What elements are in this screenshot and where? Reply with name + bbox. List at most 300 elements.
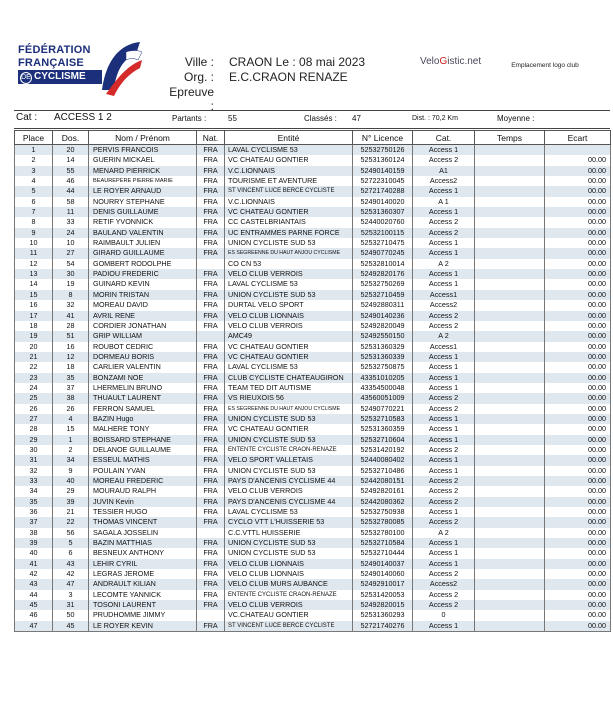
cell-dossard: 2	[53, 445, 89, 455]
table-row	[15, 342, 611, 352]
cell-dossard: 46	[53, 176, 89, 186]
cell-place: 15	[15, 290, 53, 300]
cell-entite: TEAM TED DIT AUTISME	[225, 383, 353, 393]
cell-name: PERVIS FRANCOIS	[89, 145, 197, 156]
cell-temps	[475, 590, 545, 600]
table-row	[15, 373, 611, 383]
cell-temps	[475, 414, 545, 424]
cell-cat: Access 1	[413, 238, 475, 248]
cell-name: LE ROYER KEVIN	[89, 621, 197, 632]
cell-ecart: 00.00	[545, 207, 611, 217]
cell-dossard: 45	[53, 621, 89, 632]
table-row	[15, 548, 611, 558]
cell-licence: 52532710459	[353, 290, 413, 300]
cell-nat: FRA	[197, 507, 225, 517]
cell-name: GOMBERT RODOLPHE	[89, 259, 197, 269]
cell-nat: FRA	[197, 269, 225, 279]
cell-licence: 52531360307	[353, 207, 413, 217]
cell-ecart: 00.00	[545, 155, 611, 165]
cell-entite: VC.CHATEAU GONTIER	[225, 610, 353, 620]
cell-place: 40	[15, 548, 53, 558]
table-row	[15, 559, 611, 569]
cell-ecart: 00.00	[545, 279, 611, 289]
cell-cat: Access 2	[413, 404, 475, 414]
cell-place: 11	[15, 248, 53, 258]
cell-dossard: 10	[53, 238, 89, 248]
cell-licence: 52531360293	[353, 610, 413, 620]
cell-cat: Access2	[413, 579, 475, 589]
cell-dossard: 21	[53, 507, 89, 517]
cell-entite: AMC49	[225, 331, 353, 341]
cell-place: 46	[15, 610, 53, 620]
cell-ecart: 00.00	[545, 621, 611, 632]
cell-nat: FRA	[197, 414, 225, 424]
cell-temps	[475, 217, 545, 227]
cell-entite: V.C.LIONNAIS	[225, 166, 353, 176]
cell-dossard: 29	[53, 486, 89, 496]
cell-temps	[475, 569, 545, 579]
cell-ecart: 00.00	[545, 538, 611, 548]
cell-ecart: 00.00	[545, 590, 611, 600]
cell-dossard: 3	[53, 590, 89, 600]
table-row	[15, 331, 611, 341]
cell-licence: 52532100115	[353, 228, 413, 238]
table-row	[15, 621, 611, 632]
cell-licence: 52532710584	[353, 538, 413, 548]
cell-nat: FRA	[197, 445, 225, 455]
cell-nat: FRA	[197, 404, 225, 414]
cell-cat: Access 1	[413, 414, 475, 424]
cell-dossard: 26	[53, 404, 89, 414]
cell-dossard: 31	[53, 600, 89, 610]
table-row	[15, 393, 611, 403]
cell-temps	[475, 362, 545, 372]
logo-line1: FÉDÉRATION	[18, 44, 91, 56]
cell-name: PRUDHOMME JIMMY	[89, 610, 197, 620]
cell-licence: 52532780085	[353, 517, 413, 527]
cell-nat: FRA	[197, 228, 225, 238]
cell-cat: A 2	[413, 331, 475, 341]
cell-name: THUAULT LAURENT	[89, 393, 197, 403]
cell-place: 30	[15, 445, 53, 455]
table-row	[15, 610, 611, 620]
ville-label: Ville :	[184, 55, 214, 69]
cell-dossard: 12	[53, 352, 89, 362]
table-row	[15, 248, 611, 258]
cell-name: ANDRAULT KILIAN	[89, 579, 197, 589]
cell-nat: FRA	[197, 352, 225, 362]
partants-value: 55	[228, 114, 237, 123]
cell-entite: CLUB CYCLISTE CHATEAUGIRON	[225, 373, 353, 383]
cell-dossard: 15	[53, 424, 89, 434]
cat-value: ACCESS 1 2	[54, 112, 112, 123]
cell-temps	[475, 259, 545, 269]
cell-name: RETIF YVONNICK	[89, 217, 197, 227]
cell-name: SAGALA JOSSELIN	[89, 528, 197, 538]
cell-licence: 52721740276	[353, 621, 413, 632]
cell-nat	[197, 610, 225, 620]
moyenne-label: Moyenne :	[497, 114, 535, 123]
cell-temps	[475, 435, 545, 445]
cell-licence: 52531420192	[353, 445, 413, 455]
cell-entite: C.C.VTTL HUISSERIE	[225, 528, 353, 538]
cell-dossard: 50	[53, 610, 89, 620]
cell-ecart: 00.00	[545, 248, 611, 258]
col-dos: Dos.	[53, 131, 89, 145]
cell-nat	[197, 528, 225, 538]
logo-swoosh-icon	[96, 40, 144, 98]
cell-temps	[475, 621, 545, 632]
cell-cat: Access 1	[413, 145, 475, 156]
cell-cat: Access 2	[413, 486, 475, 496]
cell-place: 16	[15, 300, 53, 310]
cell-place: 45	[15, 600, 53, 610]
logo-line2: FRANÇAISE	[18, 57, 84, 69]
cell-name: NOURRY STEPHANE	[89, 197, 197, 207]
cell-cat: Access1	[413, 342, 475, 352]
cell-place: 24	[15, 383, 53, 393]
table-row	[15, 362, 611, 372]
cell-temps	[475, 207, 545, 217]
cell-name: GUINARD KEVIN	[89, 279, 197, 289]
cell-temps	[475, 528, 545, 538]
cell-place: 4	[15, 176, 53, 186]
cell-temps	[475, 393, 545, 403]
cell-name: MOREAU FREDERIC	[89, 476, 197, 486]
cell-cat: Access 2	[413, 228, 475, 238]
cell-entite: V.C.LIONNAIS	[225, 197, 353, 207]
cell-temps	[475, 373, 545, 383]
cell-nat: FRA	[197, 176, 225, 186]
cell-name: BAZIN Hugo	[89, 414, 197, 424]
cell-nat: FRA	[197, 290, 225, 300]
cell-ecart: 00.00	[545, 186, 611, 196]
cell-licence: 52532710583	[353, 414, 413, 424]
cell-nat: FRA	[197, 559, 225, 569]
cell-temps	[475, 279, 545, 289]
cell-temps	[475, 300, 545, 310]
cell-cat: Access 1	[413, 207, 475, 217]
cell-place: 22	[15, 362, 53, 372]
cell-entite: UNION CYCLISTE SUD 53	[225, 435, 353, 445]
cell-name: BESNEUX ANTHONY	[89, 548, 197, 558]
cell-cat: A 2	[413, 528, 475, 538]
cell-entite: UNION CYCLISTE SUD 53	[225, 466, 353, 476]
cell-dossard: 8	[53, 290, 89, 300]
cell-nat: FRA	[197, 393, 225, 403]
table-row	[15, 176, 611, 186]
cell-ecart: 00.00	[545, 466, 611, 476]
cell-ecart: 00.00	[545, 455, 611, 465]
cell-cat: Access 1	[413, 435, 475, 445]
cell-cat: Access 2	[413, 321, 475, 331]
cell-place: 9	[15, 228, 53, 238]
cell-temps	[475, 559, 545, 569]
cell-nat: FRA	[197, 466, 225, 476]
cell-name: BEAUREPERE PIERRE MARIE	[89, 176, 197, 186]
cell-ecart: 00.00	[545, 404, 611, 414]
cell-place: 21	[15, 352, 53, 362]
cell-temps	[475, 445, 545, 455]
cell-licence: 52532710604	[353, 435, 413, 445]
cell-ecart: 00.00	[545, 176, 611, 186]
table-row	[15, 476, 611, 486]
cell-entite: VELO SPORT VALLETAIS	[225, 455, 353, 465]
cell-cat: Access 1	[413, 424, 475, 434]
cell-nat: FRA	[197, 166, 225, 176]
cell-entite: LAVAL CYCLISME 53	[225, 279, 353, 289]
cell-entite: LAVAL CYCLISME 53	[225, 507, 353, 517]
cell-name: GIRARD GUILLAUME	[89, 248, 197, 258]
table-row	[15, 207, 611, 217]
cell-entite: ST VINCENT LUCE BERCE CYCLISTE	[225, 621, 353, 632]
cell-temps	[475, 290, 545, 300]
cell-nat: FRA	[197, 569, 225, 579]
cell-cat: Access 2	[413, 445, 475, 455]
table-row	[15, 507, 611, 517]
distance: Dist. : 70,2 Km	[412, 115, 458, 122]
cell-ecart: 00.00	[545, 486, 611, 496]
cell-nat: FRA	[197, 486, 225, 496]
cell-place: 10	[15, 238, 53, 248]
table-row	[15, 424, 611, 434]
table-row	[15, 569, 611, 579]
cell-temps	[475, 342, 545, 352]
brand-prefix: Velo	[420, 56, 440, 67]
cell-entite: UC ENTRAMMES PARNE FORCE	[225, 228, 353, 238]
cell-name: GRIP WILLIAM	[89, 331, 197, 341]
cell-entite: VELO CLUB VERROIS	[225, 269, 353, 279]
cell-name: LHERMELIN BRUNO	[89, 383, 197, 393]
cell-nat: FRA	[197, 517, 225, 527]
cell-licence: 52531360124	[353, 155, 413, 165]
cell-name: DENIS GUILLAUME	[89, 207, 197, 217]
col-temps: Temps	[475, 131, 545, 145]
cell-licence: 52531360329	[353, 342, 413, 352]
cell-place: 17	[15, 311, 53, 321]
cell-ecart: 00.00	[545, 528, 611, 538]
table-row	[15, 486, 611, 496]
cell-ecart: 00.00	[545, 238, 611, 248]
cell-place: 19	[15, 331, 53, 341]
table-row	[15, 538, 611, 548]
cell-dossard: 56	[53, 528, 89, 538]
cell-dossard: 58	[53, 197, 89, 207]
cell-place: 38	[15, 528, 53, 538]
cell-licence: 52532750875	[353, 362, 413, 372]
cell-dossard: 24	[53, 228, 89, 238]
table-row	[15, 145, 611, 156]
cell-licence: 52532780100	[353, 528, 413, 538]
cell-ecart: 00.00	[545, 217, 611, 227]
cell-temps	[475, 486, 545, 496]
cell-dossard: 27	[53, 248, 89, 258]
cell-licence: 52440080402	[353, 455, 413, 465]
cell-ecart: 00.00	[545, 331, 611, 341]
cell-temps	[475, 507, 545, 517]
cell-licence: 52531360359	[353, 424, 413, 434]
table-row	[15, 579, 611, 589]
cell-cat: Access 2	[413, 517, 475, 527]
cell-temps	[475, 311, 545, 321]
cell-entite: VELO CLUB LIONNAIS	[225, 559, 353, 569]
cell-place: 14	[15, 279, 53, 289]
cell-licence: 52492820176	[353, 269, 413, 279]
cell-temps	[475, 166, 545, 176]
cell-ecart: 00.00	[545, 300, 611, 310]
cell-place: 13	[15, 269, 53, 279]
col-place: Place	[15, 131, 53, 145]
cell-licence: 52492910017	[353, 579, 413, 589]
cell-name: AVRIL RENE	[89, 311, 197, 321]
cell-temps	[475, 383, 545, 393]
cell-dossard: 1	[53, 435, 89, 445]
cell-cat: A 2	[413, 259, 475, 269]
club-logo-placeholder: Emplacement logo club	[511, 62, 579, 69]
cell-nat: FRA	[197, 476, 225, 486]
cell-ecart: 00.00	[545, 352, 611, 362]
cell-ecart: 00.00	[545, 548, 611, 558]
cell-cat: Access 2	[413, 590, 475, 600]
cell-nat: FRA	[197, 248, 225, 258]
cell-temps	[475, 455, 545, 465]
cell-licence: 52490770245	[353, 248, 413, 258]
cell-licence: 52722310045	[353, 176, 413, 186]
cell-place: 33	[15, 476, 53, 486]
table-row	[15, 414, 611, 424]
table-row	[15, 259, 611, 269]
cell-entite: VELO CLUB MURS AUBANCE	[225, 579, 353, 589]
header-row	[15, 131, 611, 145]
cell-dossard: 37	[53, 383, 89, 393]
col-licence: N° Licence	[353, 131, 413, 145]
cell-ecart: 00.00	[545, 424, 611, 434]
cell-ecart: 00.00	[545, 600, 611, 610]
cell-licence: 52532710475	[353, 238, 413, 248]
cell-nat: FRA	[197, 217, 225, 227]
cell-licence: 52532810014	[353, 259, 413, 269]
cell-ecart: 00.00	[545, 435, 611, 445]
cell-ecart: 00.00	[545, 507, 611, 517]
cell-dossard: 43	[53, 559, 89, 569]
cell-nat: FRA	[197, 600, 225, 610]
cell-entite: PAYS D'ANCENIS CYCLISME 44	[225, 476, 353, 486]
cell-place: 26	[15, 404, 53, 414]
cell-temps	[475, 145, 545, 156]
cell-place: 47	[15, 621, 53, 632]
cell-cat: Access 1	[413, 248, 475, 258]
cell-name: DORMEAU BORIS	[89, 352, 197, 362]
cell-licence: 52490140159	[353, 166, 413, 176]
cell-cat: Access 2	[413, 217, 475, 227]
cell-dossard: 34	[53, 455, 89, 465]
brand-suffix: istic.net	[447, 56, 482, 67]
cell-entite: CC CASTELBRIANTAIS	[225, 217, 353, 227]
cell-entite: VC CHATEAU GONTIER	[225, 424, 353, 434]
cell-entite: UNION CYCLISTE SUD 53	[225, 290, 353, 300]
cell-place: 2	[15, 155, 53, 165]
cell-cat: Access 1	[413, 362, 475, 372]
cell-nat: FRA	[197, 321, 225, 331]
cell-licence: 52492820015	[353, 600, 413, 610]
cell-name: TOSONI LAURENT	[89, 600, 197, 610]
cell-licence: 52490140236	[353, 311, 413, 321]
cell-licence: 43560051009	[353, 393, 413, 403]
cell-cat: Access 2	[413, 155, 475, 165]
cell-licence: 52492820049	[353, 321, 413, 331]
cell-entite: LAVAL CYCLISME 53	[225, 145, 353, 156]
cell-cat: Access 1	[413, 186, 475, 196]
cell-cat: Access 1	[413, 466, 475, 476]
cell-temps	[475, 331, 545, 341]
cell-temps	[475, 404, 545, 414]
cell-nat: FRA	[197, 621, 225, 632]
brand-accent: G	[439, 56, 448, 67]
table-row	[15, 155, 611, 165]
cell-entite: UNION CYCLISTE SUD 53	[225, 414, 353, 424]
cell-place: 42	[15, 569, 53, 579]
table-row	[15, 404, 611, 414]
cell-name: PADIOU FREDERIC	[89, 269, 197, 279]
cell-name: LE ROYER ARNAUD	[89, 186, 197, 196]
cell-entite: VC CHATEAU GONTIER	[225, 155, 353, 165]
col-ecart: Ecart	[545, 131, 611, 145]
cell-licence: 52442080362	[353, 497, 413, 507]
cell-place: 5	[15, 186, 53, 196]
cell-dossard: 28	[53, 321, 89, 331]
cell-place: 36	[15, 507, 53, 517]
cell-entite: ES SEGREENNE DU HAUT ANJOU CYCLISME	[225, 404, 353, 414]
cell-entite: TOURISME ET AVENTURE	[225, 176, 353, 186]
cell-cat: Access 1	[413, 559, 475, 569]
cell-name: ESSEUL MATHIS	[89, 455, 197, 465]
cell-ecart: 00.00	[545, 269, 611, 279]
cell-entite: CO CN 53	[225, 259, 353, 269]
table-row	[15, 311, 611, 321]
cell-name: BOISSARD STEPHANE	[89, 435, 197, 445]
cell-entite: ST VINCENT LUCE BERCE CYCLISTE	[225, 186, 353, 196]
cell-entite: ES SEGREENNE DU HAUT ANJOU CYCLISME	[225, 248, 353, 258]
cell-licence: 52532750126	[353, 145, 413, 156]
cell-dossard: 47	[53, 579, 89, 589]
cell-cat: Access 2	[413, 476, 475, 486]
cell-nat	[197, 259, 225, 269]
cell-licence: 43351010205	[353, 373, 413, 383]
table-row	[15, 517, 611, 527]
category-bar	[14, 110, 610, 129]
table-row	[15, 217, 611, 227]
cell-dossard: 14	[53, 155, 89, 165]
cell-nat: FRA	[197, 300, 225, 310]
cell-place: 12	[15, 259, 53, 269]
cell-name: DELANOE GUILLAUME	[89, 445, 197, 455]
cell-entite: ENTENTE CYCLISTE CRAON-RENAZE	[225, 445, 353, 455]
cell-cat: Access 2	[413, 393, 475, 403]
cell-name: MORIN TRISTAN	[89, 290, 197, 300]
col-nom: Nom / Prénom	[89, 131, 197, 145]
cell-temps	[475, 538, 545, 548]
ffc-logo	[14, 40, 144, 98]
cell-dossard: 55	[53, 166, 89, 176]
cell-entite: LAVAL CYCLISME 53	[225, 362, 353, 372]
table-row	[15, 352, 611, 362]
cell-entite: PAYS D'ANCENIS CYCLISME 44	[225, 497, 353, 507]
table-row	[15, 166, 611, 176]
cell-temps	[475, 424, 545, 434]
cell-place: 28	[15, 424, 53, 434]
cell-ecart: 00.00	[545, 476, 611, 486]
cell-entite: UNION CYCLISTE SUD 53	[225, 238, 353, 248]
